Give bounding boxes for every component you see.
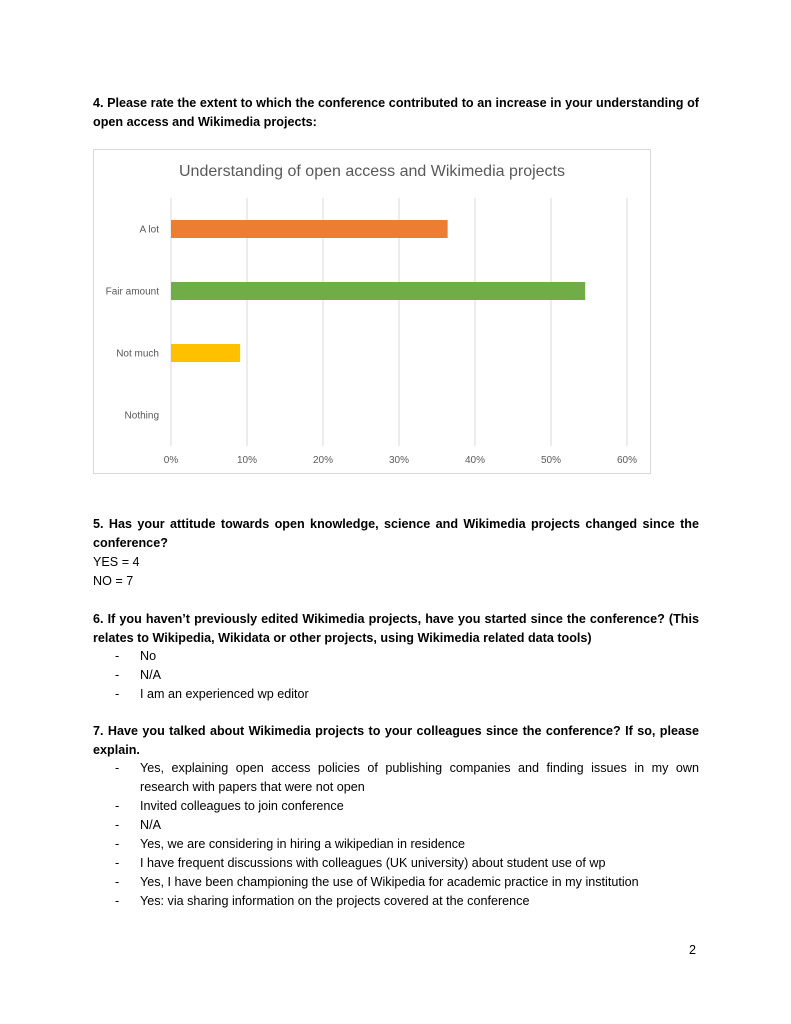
list-dash: - [115, 761, 120, 775]
list-item [93, 797, 699, 816]
bar [171, 282, 585, 300]
question-6-list [93, 647, 699, 704]
x-tick-label: 30% [388, 455, 410, 466]
list-dash: - [115, 649, 120, 663]
list-dash: - [115, 799, 120, 813]
x-tick-label: 50% [540, 455, 562, 466]
list-item-text: N/A [140, 668, 161, 682]
list-item-text: Yes, explaining open access policies of publishing companies and finding issues in my own research with papers that were not open [140, 761, 699, 794]
x-tick-label: 20% [312, 455, 334, 466]
question-7-list [93, 759, 699, 911]
list-item [93, 759, 699, 797]
bar [171, 344, 240, 362]
list-item [93, 666, 699, 685]
list-dash: - [115, 856, 120, 870]
question-5-heading: 5. Has your attitude towards open knowledge, science and Wikimedia projects changed since the conference? [93, 517, 699, 550]
page-number: 2 [689, 943, 697, 957]
x-tick-label: 0% [163, 455, 179, 466]
no-count: NO = 7 [93, 574, 134, 588]
y-category-label: Not much [116, 348, 159, 360]
y-category-label: Nothing [124, 410, 159, 422]
list-dash: - [115, 687, 120, 701]
list-item-text: No [140, 649, 157, 663]
list-dash: - [115, 837, 120, 851]
list-item-text: I am an experienced wp editor [140, 687, 309, 701]
list-item [93, 647, 699, 666]
list-item-text: Yes: via sharing information on the projects covered at the conference [140, 894, 530, 908]
list-item-text: Yes, I have been championing the use of Wikipedia for academic practice in my institution [140, 875, 639, 889]
list-item [93, 685, 699, 704]
question-7-heading: 7. Have you talked about Wikimedia projects to your colleagues since the conference? If so, please explain. [93, 724, 699, 757]
x-tick-label: 40% [464, 455, 486, 466]
list-item [93, 816, 699, 835]
y-category-label: Fair amount [105, 286, 159, 298]
y-category-label: A lot [139, 224, 159, 236]
chart-svg [94, 150, 650, 473]
understanding-chart [93, 149, 651, 474]
list-item-text: Yes, we are considering in hiring a wikipedian in residence [140, 837, 466, 851]
question-4-heading: 4. Please rate the extent to which the conference contributed to an increase in your understanding of open access and Wikimedia projects: [93, 96, 699, 129]
x-tick-label: 10% [236, 455, 258, 466]
chart-title: Understanding of open access and Wikimedia projects [179, 163, 565, 180]
list-item [93, 873, 699, 892]
list-dash: - [115, 818, 120, 832]
list-item [93, 835, 699, 854]
list-item-text: Invited colleagues to join conference [140, 799, 344, 813]
question-6-heading: 6. If you haven’t previously edited Wikimedia projects, have you started since the conference? (This relates to Wikipedia, Wikidata or other projects, using Wikimedia related data tools) [93, 612, 699, 645]
list-item [93, 854, 699, 873]
list-dash: - [115, 875, 120, 889]
list-item-text: I have frequent discussions with colleagues (UK university) about student use of wp [140, 856, 606, 870]
x-tick-label: 60% [616, 455, 638, 466]
list-item [93, 892, 699, 911]
list-dash: - [115, 668, 120, 682]
bar [171, 220, 448, 238]
list-item-text: N/A [140, 818, 161, 832]
list-dash: - [115, 894, 120, 908]
yes-count: YES = 4 [93, 555, 140, 569]
